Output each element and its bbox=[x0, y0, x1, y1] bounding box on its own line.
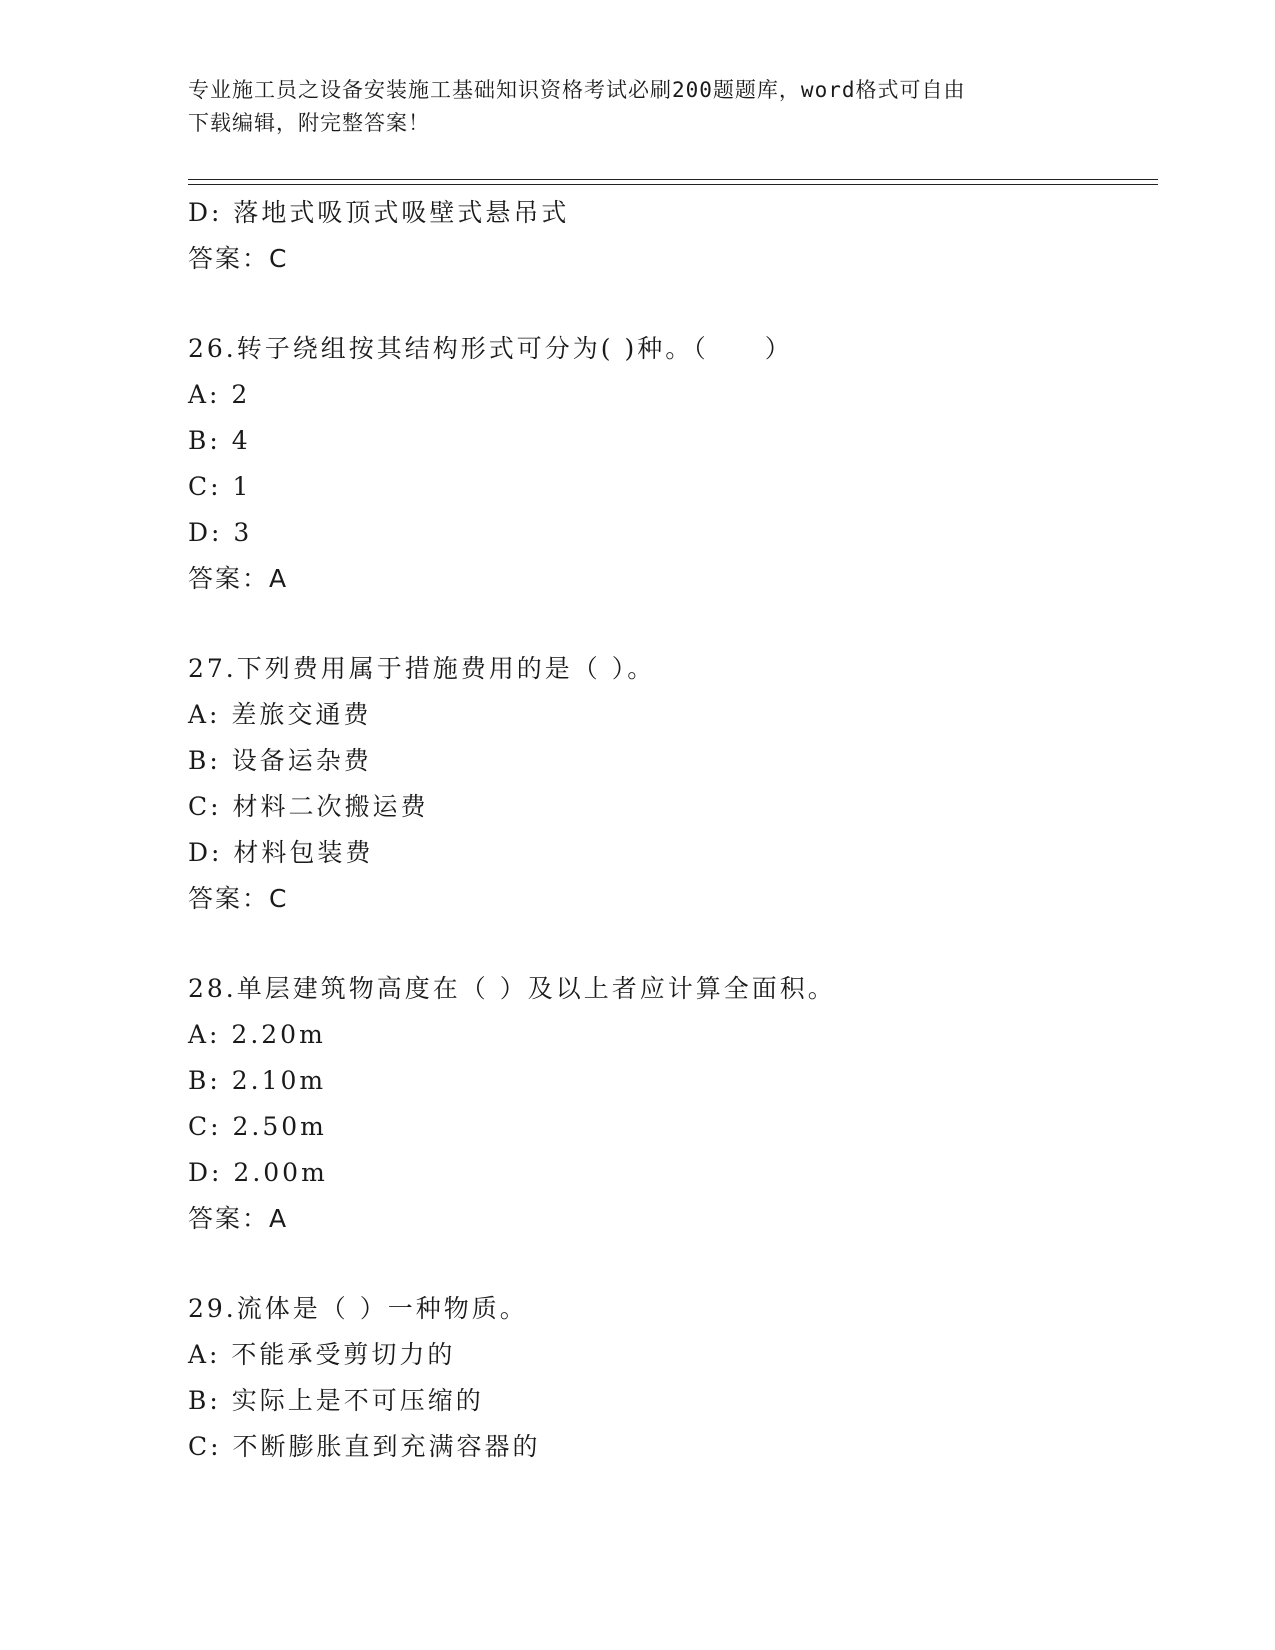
header-divider-top bbox=[188, 179, 1158, 180]
option-a: A: 差旅交通费 bbox=[188, 700, 372, 729]
document-header bbox=[188, 74, 1068, 140]
option-d: D: 落地式吸顶式吸壁式悬吊式 bbox=[188, 198, 570, 227]
question-list bbox=[188, 190, 1138, 1470]
answer-line: 答案：C bbox=[188, 244, 289, 273]
header-divider-bottom bbox=[188, 184, 1158, 185]
spacer bbox=[188, 602, 1138, 646]
option-d: D: 2.00m bbox=[188, 1158, 328, 1187]
option-c: C: 1 bbox=[188, 472, 252, 501]
question-stem: 29.流体是（ ）一种物质。 bbox=[188, 1294, 528, 1323]
spacer bbox=[188, 1242, 1138, 1286]
spacer bbox=[188, 282, 1138, 326]
option-c: C: 材料二次搬运费 bbox=[188, 792, 429, 821]
option-c: C: 不断膨胀直到充满容器的 bbox=[188, 1432, 541, 1461]
header-title-line-1: 专业施工员之设备安装施工基础知识资格考试必刷200题题库，word格式可自由 bbox=[188, 78, 966, 102]
option-b: B: 设备运杂费 bbox=[188, 746, 372, 775]
spacer bbox=[188, 922, 1138, 966]
option-a: A: 2.20m bbox=[188, 1020, 326, 1049]
option-d: D: 材料包装费 bbox=[188, 838, 374, 867]
question-26 bbox=[188, 326, 1138, 602]
question-stem: 28.单层建筑物高度在（ ）及以上者应计算全面积。 bbox=[188, 974, 836, 1003]
option-a: A: 2 bbox=[188, 380, 251, 409]
option-b: B: 实际上是不可压缩的 bbox=[188, 1386, 484, 1415]
question-29 bbox=[188, 1286, 1138, 1470]
question-stem: 27.下列费用属于措施费用的是（ ）。 bbox=[188, 654, 656, 683]
question-stem: 26.转子绕组按其结构形式可分为( )种。（ ） bbox=[188, 334, 793, 363]
carryover-question bbox=[188, 190, 1138, 282]
question-27 bbox=[188, 646, 1138, 922]
header-title-line-2: 下载编辑，附完整答案！ bbox=[188, 111, 430, 135]
option-b: B: 2.10m bbox=[188, 1066, 327, 1095]
answer-line: 答案：A bbox=[188, 1204, 289, 1233]
answer-line: 答案：A bbox=[188, 564, 289, 593]
answer-line: 答案：C bbox=[188, 884, 289, 913]
option-c: C: 2.50m bbox=[188, 1112, 327, 1141]
option-d: D: 3 bbox=[188, 518, 253, 547]
option-b: B: 4 bbox=[188, 426, 251, 455]
question-28 bbox=[188, 966, 1138, 1242]
option-a: A: 不能承受剪切力的 bbox=[188, 1340, 456, 1369]
